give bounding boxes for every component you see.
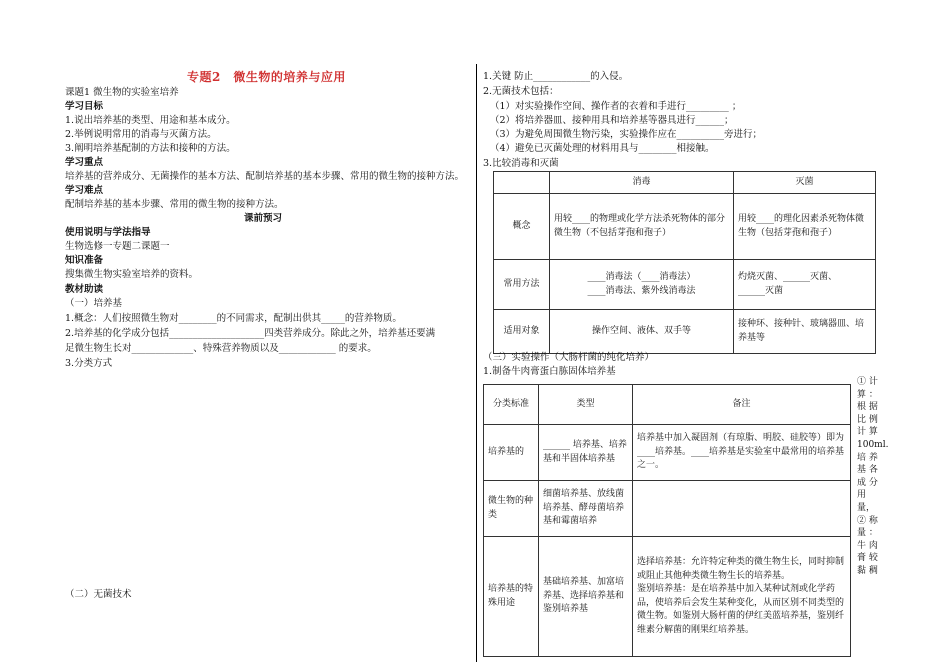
composition-line-2: 足微生物生长对_____________、特殊营养物质以及____________ 的要求。 [65,343,377,354]
section-experiment: （三）实验操作（大肠杆菌的纯化培养） [483,352,655,363]
heading-difficult-points: 学习难点 [65,185,104,196]
aseptic-item-3: （3）为避免周围微生物污染，实验操作应在__________旁进行； [490,129,763,140]
heading-objectives: 学习目标 [65,101,104,112]
key-points-text: 培养基的营养成分、无菌操作的基本方法、配制培养基的基本步骤、常用的微生物的接种方法。 [65,171,465,182]
table-cell: 灼烧灭菌、______灭菌、 ______灭菌 [734,260,876,310]
table-cell: ______ 培养基、培养基和半固体培养基 [539,425,633,481]
table-row [484,537,851,657]
table-row [494,172,876,194]
table-cell: 培养基中加入凝固剂（有琼脂、明胶、硅胶等）即为____培养基。____培养基是实验室中最常用的培养基之一。 [633,425,851,481]
objective-3: 3.阐明培养基配制的方法和接种的方法。 [65,143,236,154]
heading-knowledge: 知识准备 [65,255,104,266]
table-cell: 操作空间、液体、双手等 [550,310,734,354]
table-cell: ____消毒法（____消毒法） ____消毒法、紫外线消毒法 [550,260,734,310]
classify-label: 3.分类方式 [65,358,113,369]
table-cell: 微生物的种类 [484,481,539,537]
table-row [484,425,851,481]
lesson-title: 课题1 微生物的实验室培养 [65,87,179,98]
table-row [484,385,851,425]
table-cell: 概念 [494,194,550,260]
objective-2: 2.举例说明常用的消毒与灭菌方法。 [65,129,217,140]
section-aseptic: （二）无菌技术 [65,589,132,600]
page-title: 专题2 微生物的培养与应用 [187,70,346,84]
table-header: 类型 [539,385,633,425]
section-culture-medium: （一）培养基 [65,298,123,309]
prep-title: 1.制备牛肉膏蛋白胨固体培养基 [483,366,616,377]
table-header: 备注 [633,385,851,425]
table-cell: 用较____的理化因素杀死物体微生物（包括芽孢和孢子） [734,194,876,260]
table-row [494,194,876,260]
compare-table [493,171,876,354]
table-row [494,260,876,310]
table-cell: 培养基的特殊用途 [484,537,539,657]
table-header: 灭菌 [734,172,876,194]
table-row [484,481,851,537]
composition-line-1: 2.培养基的化学成分包括____________________四类营养成分。除此之外，培养基还要满 [65,328,436,339]
classify-table [483,384,851,657]
aseptic-item-4: （4）避免已灭菌处理的材料用具与________相接触。 [490,143,715,154]
aseptic-item-2: （2）将培养器皿、接种用具和培养基等器具进行______； [490,115,734,126]
preview-title: 课前预习 [244,213,283,224]
table-cell: 用较____的物理或化学方法杀死物体的部分微生物（不包括芽孢和孢子） [550,194,734,260]
table-cell: 选择培养基：允许特定种类的微生物生长，同时抑制或阻止其他种类微生物生长的培养基。 鉴别培养基：是在培养基中加入某种试剂或化学药品，使培养后会发生某种变化，从而区别不同类型的微生物。如鉴别大肠杆菌的伊红美蓝培养基，鉴别纤维素分解菌的刚果红培养基。 [633,537,851,657]
compare-title: 3.比较消毒和灭菌 [483,158,559,169]
table-cell: 适用对象 [494,310,550,354]
knowledge-text: 搜集微生物实验室培养的资料。 [65,269,199,280]
table-row [494,310,876,354]
side-note: ① 计 算 ：根 据 比 例 计 算 100ml. 培 养 基 各 成 分 用量，② 称 量 ：牛 肉 膏 较 黏 稠 [857,377,889,576]
heading-key-points: 学习重点 [65,157,104,168]
heading-usage: 使用说明与学法指导 [65,227,151,238]
objective-1: 1.说出培养基的类型、用途和基本成分。 [65,115,236,126]
concept-text: 1.概念：人们按照微生物对________的不同需求，配制出供其_____的营养物质。 [65,313,402,324]
usage-text: 生物选修一专题二课题一 [65,241,170,252]
aseptic-title: 2.无菌技术包括： [483,86,559,97]
table-cell [494,172,550,194]
difficult-points-text: 配制培养基的基本步骤、常用的微生物的接种方法。 [65,199,284,210]
table-cell: 培养基的 [484,425,539,481]
aseptic-item-1: （1）对实验操作空间、操作者的衣着和手进行_________ ； [490,101,742,112]
heading-material: 教材助读 [65,284,104,295]
key-point-text: 1.关键 防止____________的入侵。 [483,71,629,82]
table-cell: 细菌培养基、放线菌培养基、酵母菌培养基和霉菌培养 [539,481,633,537]
table-cell [633,481,851,537]
table-cell: 接种环、接种针、玻璃器皿、培养基等 [734,310,876,354]
table-header: 消毒 [550,172,734,194]
column-divider [476,64,477,662]
table-cell: 基础培养基、加富培养基、选择培养基和鉴别培养基 [539,537,633,657]
table-header: 分类标准 [484,385,539,425]
table-cell: 常用方法 [494,260,550,310]
